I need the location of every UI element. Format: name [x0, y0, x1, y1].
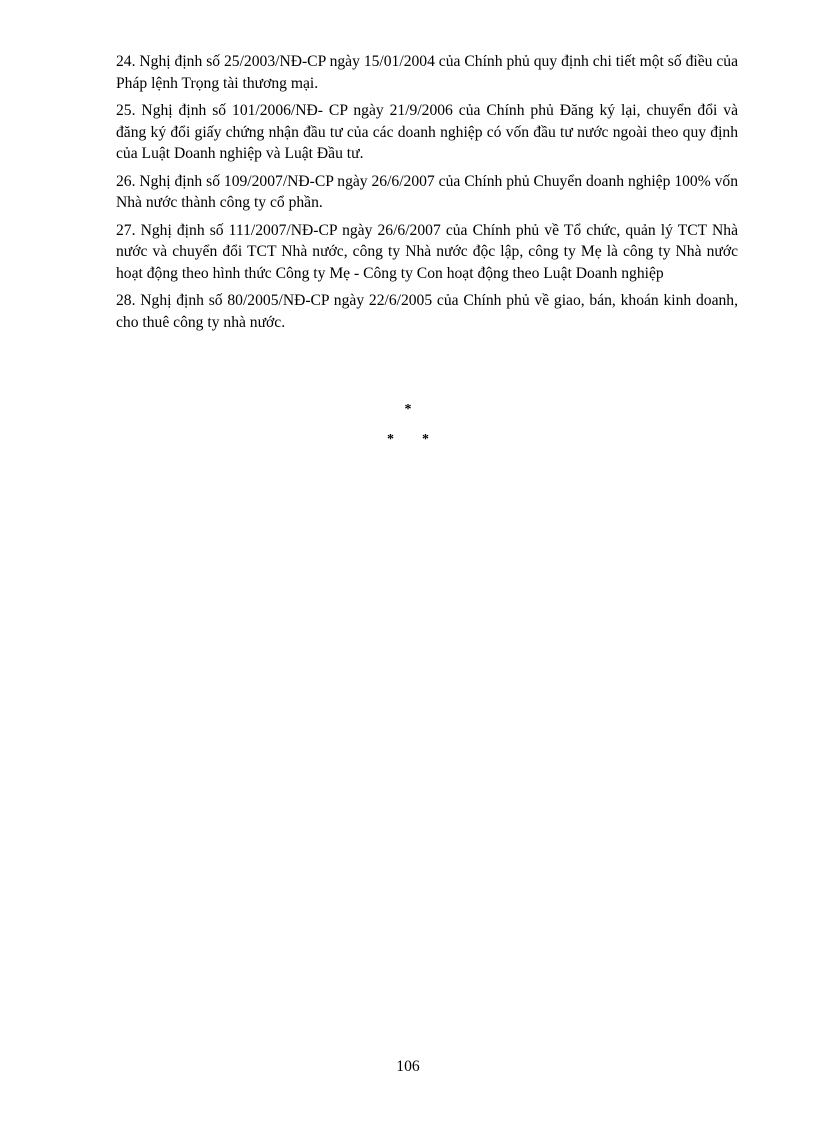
page-number: 106 [396, 1058, 420, 1075]
reference-item-25: 25. Nghị định số 101/2006/NĐ- CP ngày 21/9/2006 của Chính phủ Đăng ký lại, chuyển đổi và đăng ký đổi giấy chứng nhận đầu tư của các doanh nghiệp có vốn đầu tư nước ngoài theo quy định của Luật Doanh nghiệp và Luật Đầu tư. [116, 102, 738, 162]
reference-item-28: 28. Nghị định số 80/2005/NĐ-CP ngày 22/6/2005 của Chính phủ về giao, bán, khoán kinh doanh, cho thuê công ty nhà nước. [116, 292, 738, 331]
asterisk-top: * [404, 402, 412, 417]
asterisk-bottom-left: * [387, 432, 394, 447]
section-separator-top [0, 402, 816, 418]
section-separator-bottom [0, 432, 816, 448]
document-body [116, 51, 738, 339]
reference-item-26: 26. Nghị định số 109/2007/NĐ-CP ngày 26/6/2007 của Chính phủ Chuyển doanh nghiệp 100% vốn Nhà nước thành công ty cổ phần. [116, 172, 738, 211]
asterisk-bottom-right: * [422, 432, 429, 447]
reference-item-27: 27. Nghị định số 111/2007/NĐ-CP ngày 26/6/2007 của Chính phủ về Tổ chức, quản lý TCT Nhà nước và chuyển đổi TCT Nhà nước, công ty Nhà nước độc lập, công ty Mẹ là công ty Nhà nước hoạt động theo hình thức Công ty Mẹ - Công ty Con hoạt động theo Luật Doanh nghiệp [116, 221, 738, 282]
reference-item-24: 24. Nghị định số 25/2003/NĐ-CP ngày 15/01/2004 của Chính phủ quy định chi tiết một số điều của Pháp lệnh Trọng tài thương mại. [116, 53, 738, 92]
